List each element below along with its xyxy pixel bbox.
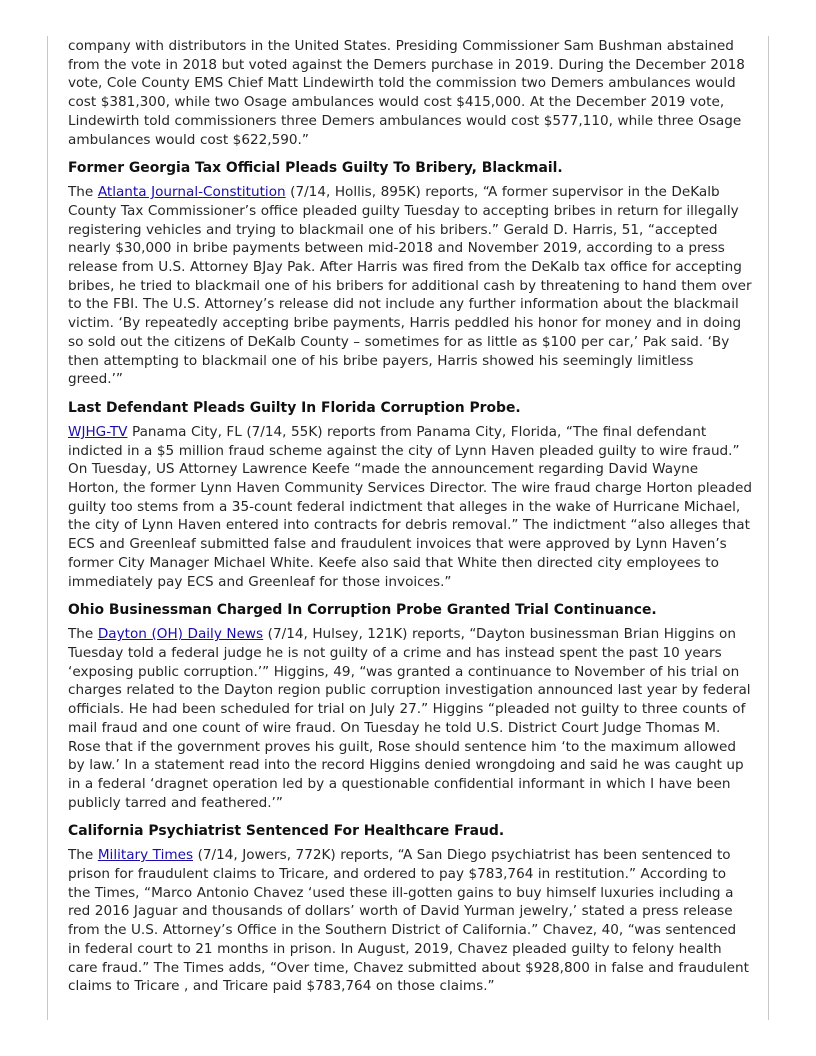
article-body	[68, 846, 752, 996]
article-georgia-tax-official	[68, 149, 752, 389]
article-prefix: The	[68, 184, 98, 201]
right-margin-rule	[768, 36, 769, 1020]
article-text: (7/14, Hollis, 895K) reports, “A former supervisor in the DeKalb County Tax Commissioner’s office pleaded guilty Tuesday to accepting bribes in return for illegally registering vehicles and trying to blackmail one of his bribers.” Gerald D. Harris, 51, “accepted nearly $30,000 in bribe payments between mid-2018 and November 2019, according to a press release from U.S. Attorney BJay Pak. After Harris was fired from the DeKalb tax office for accepting bribes, he tried to blackmail one of his bribers for additional cash by threatening to hand them over to the FBI. The U.S. Attorney’s release did not include any further information about the blackmail victim. ‘By repeatedly accepting bribe payments, Harris peddled his honor for money and in doing so sold out the citizens of DeKalb County – sometimes for as little as $100 per car,’ Pak said. ‘By then attempting to blackmail one of his bribe payers, Harris showed his seemingly limitless greed.’”	[68, 184, 752, 388]
article-body	[68, 423, 752, 591]
article-body	[68, 183, 752, 389]
intro-paragraph: company with distributors in the United States. Presiding Commissioner Sam Bushman abstained from the vote in 2018 but voted against the Demers purchase in 2019. During the December 2018 vote, Cole County EMS Chief Matt Lindewirth told the commission two Demers ambulances would cost $381,300, while two Osage ambulances would cost $415,000. At the December 2019 vote, Lindewirth told commissioners three Demers ambulances would cost $577,110, while three Osage ambulances would cost $622,590.”	[68, 38, 745, 148]
article-text: Panama City, FL (7/14, 55K) reports from Panama City, Florida, “The final defendant indicted in a $5 million fraud scheme against the city of Lynn Haven pleaded guilty to wire fraud.” On Tuesday, US Attorney Lawrence Keefe “made the announcement regarding David Wayne Horton, the former Lynn Haven Community Services Director. The wire fraud charge Horton pleaded guilty too stems from a 35-count federal indictment that alleges in the wake of Hurricane Michael, the city of Lynn Haven entered into contracts for debris removal.” The indictment “also alleges that ECS and Greenleaf submitted false and fraudulent invoices that were approved by Lynn Haven’s former City Manager Michael White. Keefe also said that White then directed city employees to immediately pay ECS and Greenleaf for those invoices.”	[68, 423, 752, 590]
article-ohio-businessman	[68, 591, 752, 812]
left-margin-rule	[47, 36, 48, 1020]
article-prefix: The	[68, 847, 98, 864]
article-headline: Last Defendant Pleads Guilty In Florida Corruption Probe.	[68, 399, 521, 416]
source-link-dayton-daily-news[interactable]: Dayton (OH) Daily News	[97, 626, 264, 643]
article-california-psychiatrist	[68, 812, 752, 996]
source-link-military-times[interactable]: Military Times	[97, 847, 194, 864]
source-link-atlanta-journal-constitution[interactable]: Atlanta Journal-Constitution	[97, 184, 286, 201]
article-text: (7/14, Jowers, 772K) reports, “A San Diego psychiatrist has been sentenced to prison for fraudulent claims to Tricare, and ordered to pay $783,764 in restitution.” According to the Times, “Marco Antonio Chavez ‘used these ill-gotten gains to buy himself luxuries including a red 2016 Jaguar and thousands of dollars’ worth of David Yurman jewelry,’ stated a press release from the U.S. Attorney’s Office in the Southern District of California.” Chavez, 40, “was sentenced in federal court to 21 months in prison. In August, 2019, Chavez pleaded guilty to felony health care fraud.” The Times adds, “Over time, Chavez submitted about $928,800 in false and fraudulent claims to Tricare , and Tricare paid $783,764 on those claims.”	[68, 847, 749, 995]
news-column	[68, 37, 752, 996]
article-text: (7/14, Hulsey, 121K) reports, “Dayton businessman Brian Higgins on Tuesday told a federal judge he is not guilty of a crime and has instead spent the past 10 years ‘exposing public corruption.’” Higgins, 49, “was granted a continuance to November of his trial on charges related to the Dayton region public corruption investigation announced last year by federal officials. He had been scheduled for trial on July 27.” Higgins “pleaded not guilty to three counts of mail fraud and one count of wire fraud. On Tuesday he told U.S. District Court Judge Thomas M. Rose that if the government proves his guilt, Rose should sentence him ‘to the maximum allowed by law.’ In a statement read into the record Higgins denied wrongdoing and said he was caught up in a federal ‘dragnet operation led by a questionable confidential informant in which I have been publicly tarred and feathered.’”	[68, 626, 751, 811]
article-headline: Former Georgia Tax Official Pleads Guilty To Bribery, Blackmail.	[68, 160, 563, 177]
article-body	[68, 625, 752, 812]
article-headline: Ohio Businessman Charged In Corruption Probe Granted Trial Continuance.	[68, 602, 657, 619]
article-florida-corruption-probe	[68, 389, 752, 591]
article-prefix: The	[68, 626, 98, 643]
source-link-wjhg-tv[interactable]: WJHG-TV	[68, 423, 128, 440]
article-headline: California Psychiatrist Sentenced For Healthcare Fraud.	[68, 823, 505, 840]
